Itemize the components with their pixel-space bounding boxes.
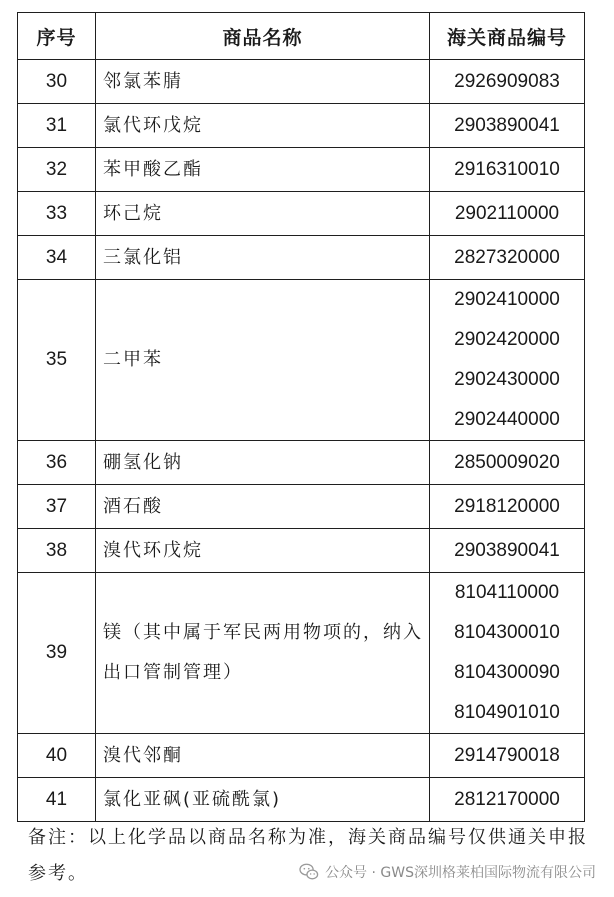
row-seq: 40 [18,734,96,778]
customs-code: 8104300090 [454,662,560,683]
table-row [18,60,585,104]
row-name: 溴代邻酮 [96,734,430,778]
row-name: 苯甲酸乙酯 [96,148,430,192]
row-codes [430,573,585,734]
row-codes [430,734,585,778]
table-row [18,573,585,734]
row-name: 环己烷 [96,192,430,236]
customs-code: 8104300010 [454,622,560,643]
row-codes [430,104,585,148]
row-name: 氯代环戊烷 [96,104,430,148]
footnote-text: 备注：以上化学品以商品名称为准，海关商品编号仅供通关申报参考。 [28,827,588,884]
customs-code: 2903890041 [454,115,560,136]
customs-code: 2914790018 [454,745,560,766]
row-codes [430,192,585,236]
table-row [18,485,585,529]
table-row [18,148,585,192]
row-name: 邻氯苯腈 [96,60,430,104]
row-seq: 34 [18,236,96,280]
table-row [18,280,585,441]
row-codes [430,60,585,104]
row-codes [430,441,585,485]
row-name: 硼氢化钠 [96,441,430,485]
table-row [18,192,585,236]
header-code: 海关商品编号 [430,13,585,60]
row-name: 二甲苯 [96,280,430,441]
row-codes [430,280,585,441]
table-header-row [18,13,585,60]
customs-code: 2918120000 [454,496,560,517]
customs-code: 2902430000 [454,369,560,390]
customs-code: 2827320000 [454,247,560,268]
table-row [18,236,585,280]
row-seq: 41 [18,778,96,822]
row-seq: 32 [18,148,96,192]
table-row [18,734,585,778]
row-seq: 38 [18,529,96,573]
customs-code: 2902440000 [454,409,560,430]
row-codes [430,236,585,280]
row-seq: 31 [18,104,96,148]
row-seq: 37 [18,485,96,529]
row-codes [430,485,585,529]
row-codes [430,148,585,192]
row-seq: 35 [18,280,96,441]
customs-code: 8104110000 [454,582,560,603]
customs-code: 2902420000 [454,329,560,350]
customs-code: 2850009020 [454,452,560,473]
customs-code: 2902410000 [454,289,560,310]
watermark-text: 公众号 · GWS深圳格莱柏国际物流有限公司 [325,865,596,881]
row-name: 溴代环戊烷 [96,529,430,573]
table-body [18,60,585,822]
table-row [18,529,585,573]
row-name: 三氯化铝 [96,236,430,280]
header-name: 商品名称 [96,13,430,60]
table-row [18,441,585,485]
customs-code: 2916310010 [454,159,560,180]
row-name: 镁（其中属于军民两用物项的，纳入出口管制管理） [96,573,430,734]
customs-code: 2926909083 [454,71,560,92]
row-name: 氯化亚砜(亚硫酰氯) [96,778,430,822]
table-row [18,104,585,148]
customs-code: 8104901010 [454,702,560,723]
row-name: 酒石酸 [96,485,430,529]
goods-table [17,12,585,822]
row-seq: 39 [18,573,96,734]
row-seq: 30 [18,60,96,104]
customs-code: 2903890041 [454,540,560,561]
table-row [18,778,585,822]
row-seq: 33 [18,192,96,236]
watermark [299,858,596,886]
row-seq: 36 [18,441,96,485]
customs-code: 2812170000 [454,789,560,810]
row-codes [430,529,585,573]
row-codes [430,778,585,822]
wechat-icon [299,863,319,881]
header-seq: 序号 [18,13,96,60]
customs-code: 2902110000 [454,203,560,224]
